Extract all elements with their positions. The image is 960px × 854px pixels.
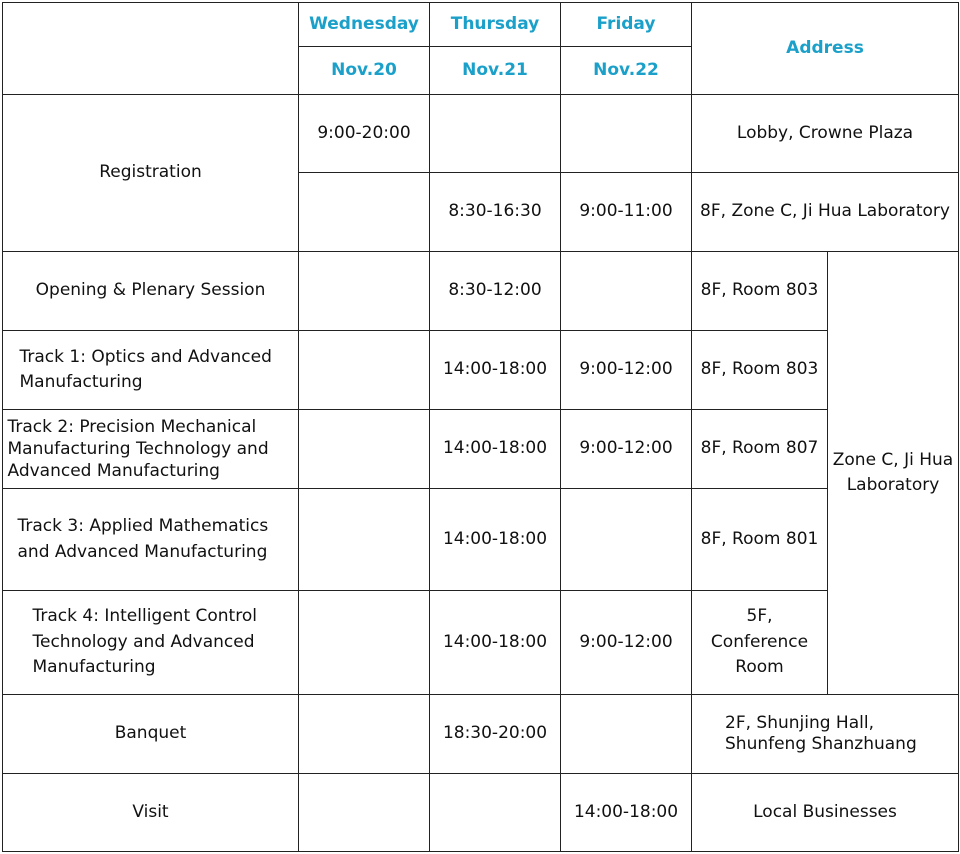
address-cell xyxy=(692,695,959,774)
time-cell xyxy=(561,695,692,774)
event-cell xyxy=(3,489,299,591)
event-cell xyxy=(3,410,299,489)
room-cell: 8F, Room 803 xyxy=(692,331,828,410)
header-row-days xyxy=(3,3,959,47)
room-cell: 8F, Room 803 xyxy=(692,252,828,331)
header-day-wednesday: Wednesday xyxy=(299,3,430,47)
event-registration: Registration xyxy=(3,95,299,252)
time-cell: 8:30-12:00 xyxy=(430,252,561,331)
table-row xyxy=(3,331,959,410)
event-label: Track 4: Intelligent Control Technology and Advanced Manufacturing xyxy=(32,606,257,678)
header-date-nov21: Nov.21 xyxy=(430,47,561,95)
time-cell: 14:00-18:00 xyxy=(561,774,692,852)
time-cell xyxy=(430,774,561,852)
time-cell xyxy=(299,774,430,852)
table-row xyxy=(3,489,959,591)
time-cell xyxy=(299,252,430,331)
time-cell xyxy=(299,489,430,591)
header-day-thursday: Thursday xyxy=(430,3,561,47)
header-address: Address xyxy=(692,3,959,95)
time-cell xyxy=(299,591,430,695)
time-cell xyxy=(299,173,430,252)
table-row xyxy=(3,252,959,331)
time-cell xyxy=(299,410,430,489)
room-cell: 8F, Room 807 xyxy=(692,410,828,489)
room-cell: 5F, Conference Room xyxy=(692,591,828,695)
time-cell xyxy=(561,252,692,331)
header-day-friday: Friday xyxy=(561,3,692,47)
time-cell: 14:00-18:00 xyxy=(430,591,561,695)
event-cell xyxy=(3,591,299,695)
time-cell xyxy=(299,331,430,410)
address-cell: Local Businesses xyxy=(692,774,959,852)
address-cell: 8F, Zone C, Ji Hua Laboratory xyxy=(692,173,959,252)
time-cell: 14:00-18:00 xyxy=(430,410,561,489)
event-label: Track 1: Optics and Advanced Manufacturing xyxy=(19,346,272,392)
time-cell xyxy=(561,489,692,591)
schedule-table xyxy=(2,2,959,852)
event-label: Track 2: Precision Mechanical Manufacturing Technology and Advanced Manufacturing xyxy=(7,416,269,482)
event-label: Opening & Plenary Session xyxy=(35,280,266,301)
time-cell: 8:30-16:30 xyxy=(430,173,561,252)
time-cell: 9:00-12:00 xyxy=(561,410,692,489)
header-date-nov20: Nov.20 xyxy=(299,47,430,95)
event-banquet: Banquet xyxy=(3,695,299,774)
event-cell xyxy=(3,331,299,410)
header-date-nov22: Nov.22 xyxy=(561,47,692,95)
room-cell: 8F, Room 801 xyxy=(692,489,828,591)
table-row xyxy=(3,95,959,173)
table-row xyxy=(3,410,959,489)
address-cell: Lobby, Crowne Plaza xyxy=(692,95,959,173)
header-corner-cell xyxy=(3,3,299,95)
time-cell: 14:00-18:00 xyxy=(430,331,561,410)
event-visit: Visit xyxy=(3,774,299,852)
time-cell: 9:00-12:00 xyxy=(561,331,692,410)
sessions-location-cell: Zone C, Ji Hua Laboratory xyxy=(828,252,959,695)
banquet-address: 2F, Shunjing Hall, Shunfeng Shanzhuang xyxy=(725,712,917,754)
time-cell: 18:30-20:00 xyxy=(430,695,561,774)
table-row xyxy=(3,591,959,695)
time-cell xyxy=(561,95,692,173)
event-cell xyxy=(3,252,299,331)
time-cell: 9:00-20:00 xyxy=(299,95,430,173)
time-cell: 9:00-12:00 xyxy=(561,591,692,695)
time-cell xyxy=(430,95,561,173)
time-cell: 14:00-18:00 xyxy=(430,489,561,591)
time-cell: 9:00-11:00 xyxy=(561,173,692,252)
event-label: Track 3: Applied Mathematics and Advanced Manufacturing xyxy=(17,516,269,562)
table-row xyxy=(3,774,959,852)
table-row xyxy=(3,695,959,774)
time-cell xyxy=(299,695,430,774)
